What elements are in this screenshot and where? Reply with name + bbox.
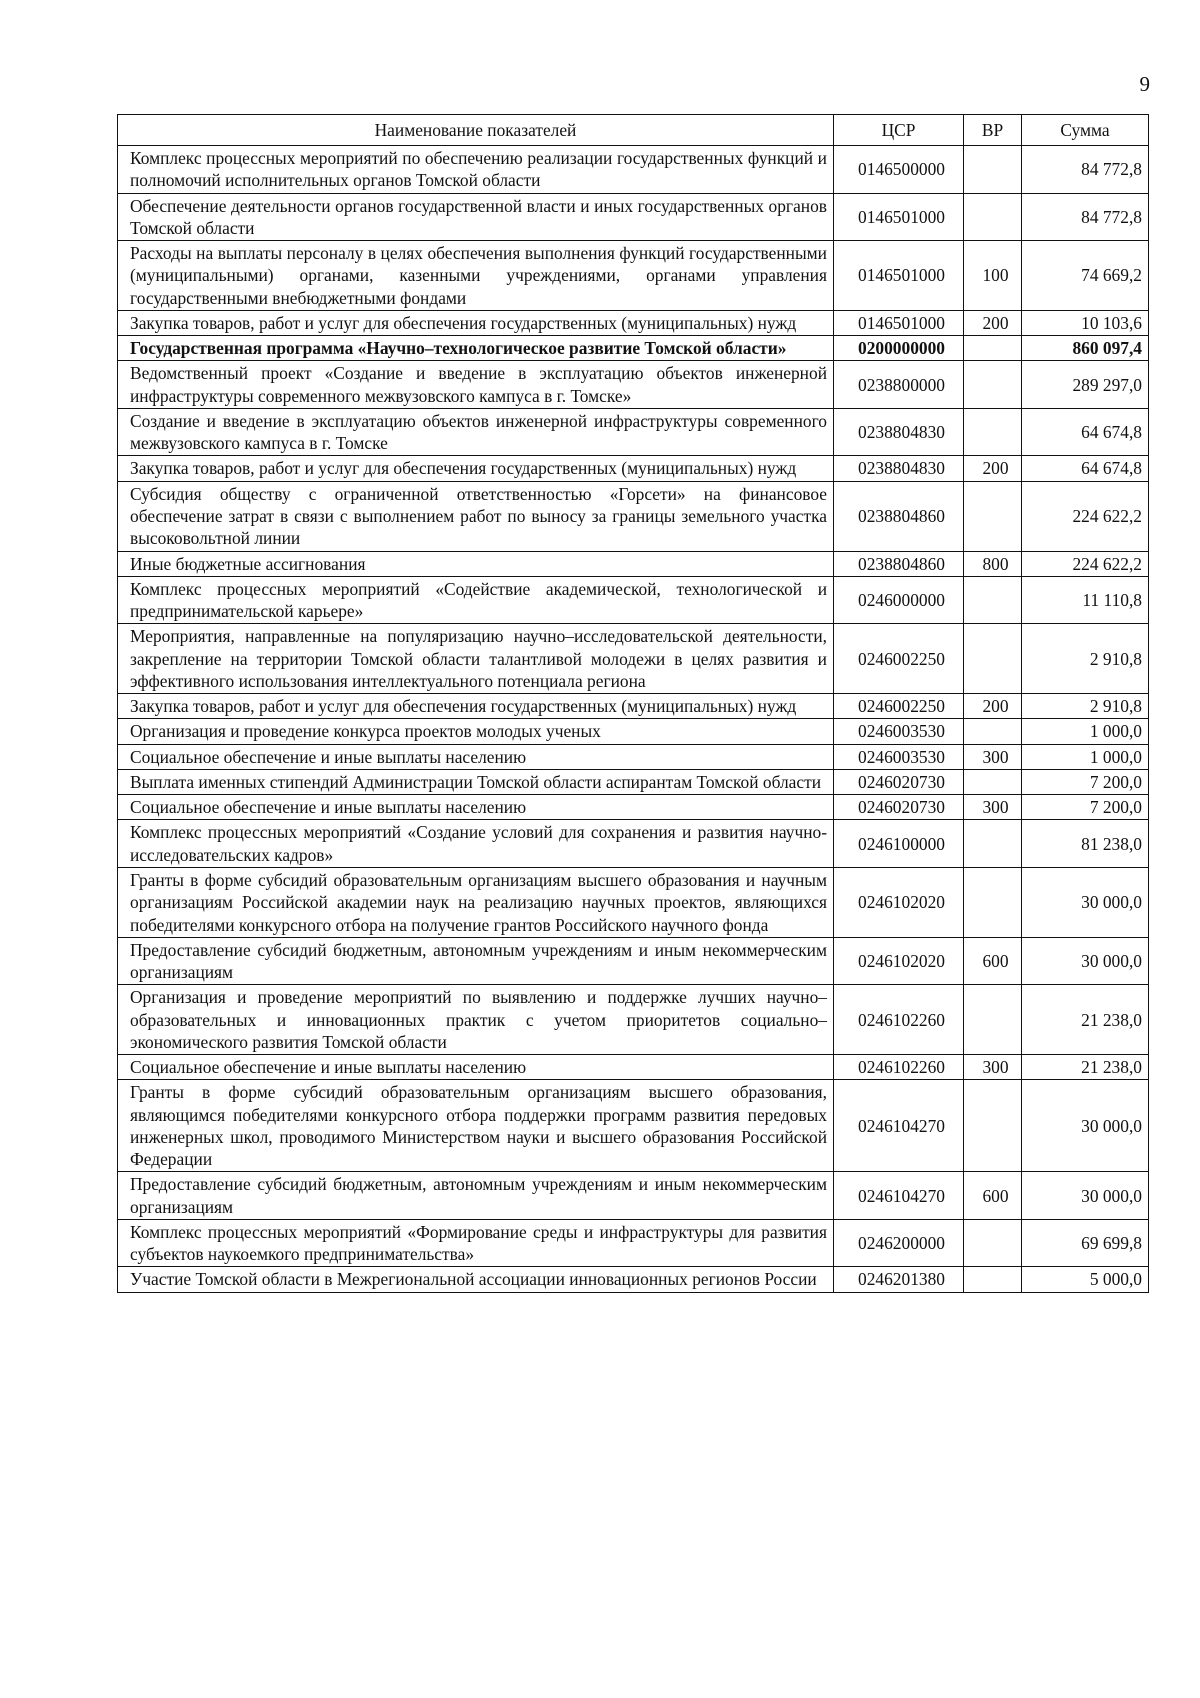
table-row bbox=[118, 310, 1149, 335]
table-row bbox=[118, 694, 1149, 719]
row-name-cell: Социальное обеспечение и иные выплаты населению bbox=[118, 744, 834, 769]
row-csr-cell: 0238800000 bbox=[834, 361, 964, 409]
row-sum-cell: 64 674,8 bbox=[1022, 408, 1149, 456]
row-vr-cell bbox=[964, 361, 1022, 409]
row-name-cell: Расходы на выплаты персоналу в целях обеспечения выполнения функций государственными (муниципальными) органами, казенными учреждениями, органами управления государственными внебюджетными фондами bbox=[118, 241, 834, 311]
row-sum-cell: 84 772,8 bbox=[1022, 146, 1149, 194]
table-row bbox=[118, 769, 1149, 794]
row-vr-cell: 300 bbox=[964, 1055, 1022, 1080]
row-sum-cell: 30 000,0 bbox=[1022, 1080, 1149, 1172]
row-csr-cell: 0246020730 bbox=[834, 769, 964, 794]
row-sum-cell: 30 000,0 bbox=[1022, 867, 1149, 937]
row-vr-cell bbox=[964, 985, 1022, 1055]
row-name-cell: Комплекс процессных мероприятий «Содействие академической, технологической и предпринимательской карьере» bbox=[118, 576, 834, 624]
row-vr-cell: 600 bbox=[964, 937, 1022, 985]
table-row bbox=[118, 624, 1149, 694]
table-row bbox=[118, 1267, 1149, 1292]
row-vr-cell bbox=[964, 408, 1022, 456]
table-row bbox=[118, 361, 1149, 409]
row-vr-cell bbox=[964, 769, 1022, 794]
table-row bbox=[118, 985, 1149, 1055]
row-csr-cell: 0200000000 bbox=[834, 336, 964, 361]
row-sum-cell: 2 910,8 bbox=[1022, 694, 1149, 719]
table-row bbox=[118, 1172, 1149, 1220]
row-sum-cell: 10 103,6 bbox=[1022, 310, 1149, 335]
row-sum-cell: 84 772,8 bbox=[1022, 193, 1149, 241]
row-sum-cell: 2 910,8 bbox=[1022, 624, 1149, 694]
row-vr-cell bbox=[964, 820, 1022, 868]
row-csr-cell: 0246002250 bbox=[834, 624, 964, 694]
row-name-cell: Субсидия обществу с ограниченной ответственностью «Горсети» на финансовое обеспечение затрат в связи с выполнением работ по выносу за границы земельного участка высоковольтной линии bbox=[118, 481, 834, 551]
row-name-cell: Создание и введение в эксплуатацию объектов инженерной инфраструктуры современного межвузовского кампуса в г. Томске bbox=[118, 408, 834, 456]
row-vr-cell: 200 bbox=[964, 694, 1022, 719]
row-sum-cell: 21 238,0 bbox=[1022, 1055, 1149, 1080]
row-vr-cell bbox=[964, 1267, 1022, 1292]
header-name: Наименование показателей bbox=[118, 115, 834, 146]
row-csr-cell: 0246002250 bbox=[834, 694, 964, 719]
row-sum-cell: 5 000,0 bbox=[1022, 1267, 1149, 1292]
row-vr-cell: 300 bbox=[964, 795, 1022, 820]
header-vr: ВР bbox=[964, 115, 1022, 146]
table-row bbox=[118, 1219, 1149, 1267]
row-csr-cell: 0246020730 bbox=[834, 795, 964, 820]
table-body bbox=[118, 146, 1149, 1293]
table-row bbox=[118, 937, 1149, 985]
table-row bbox=[118, 336, 1149, 361]
table-row bbox=[118, 719, 1149, 744]
row-name-cell: Государственная программа «Научно–технологическое развитие Томской области» bbox=[118, 336, 834, 361]
table-row bbox=[118, 241, 1149, 311]
row-name-cell: Гранты в форме субсидий образовательным организациям высшего образования и научным организациям Российской академии наук на реализацию научных проектов, являющихся победителями конкурсного отбора на получение грантов Российского научного фонда bbox=[118, 867, 834, 937]
row-csr-cell: 0246102020 bbox=[834, 937, 964, 985]
row-name-cell: Гранты в форме субсидий образовательным организациям высшего образования, являющимся победителями конкурсного отбора поддержки программ развития передовых инженерных школ, проводимого Министерством науки и высшего образования Российской Федерации bbox=[118, 1080, 834, 1172]
header-sum: Сумма bbox=[1022, 115, 1149, 146]
row-vr-cell bbox=[964, 193, 1022, 241]
row-vr-cell: 800 bbox=[964, 551, 1022, 576]
row-csr-cell: 0246000000 bbox=[834, 576, 964, 624]
table-row bbox=[118, 795, 1149, 820]
table-row bbox=[118, 576, 1149, 624]
row-sum-cell: 64 674,8 bbox=[1022, 456, 1149, 481]
table-row bbox=[118, 193, 1149, 241]
row-vr-cell bbox=[964, 867, 1022, 937]
row-vr-cell: 300 bbox=[964, 744, 1022, 769]
row-name-cell: Иные бюджетные ассигнования bbox=[118, 551, 834, 576]
row-sum-cell: 1 000,0 bbox=[1022, 744, 1149, 769]
row-name-cell: Организация и проведение конкурса проектов молодых ученых bbox=[118, 719, 834, 744]
row-vr-cell bbox=[964, 146, 1022, 194]
row-csr-cell: 0146501000 bbox=[834, 193, 964, 241]
row-csr-cell: 0146501000 bbox=[834, 310, 964, 335]
row-csr-cell: 0246003530 bbox=[834, 744, 964, 769]
row-sum-cell: 74 669,2 bbox=[1022, 241, 1149, 311]
row-sum-cell: 21 238,0 bbox=[1022, 985, 1149, 1055]
row-name-cell: Ведомственный проект «Создание и введение в эксплуатацию объектов инженерной инфраструктуры современного межвузовского кампуса в г. Томске» bbox=[118, 361, 834, 409]
row-csr-cell: 0246102020 bbox=[834, 867, 964, 937]
row-name-cell: Предоставление субсидий бюджетным, автономным учреждениям и иным некоммерческим организациям bbox=[118, 937, 834, 985]
row-sum-cell: 11 110,8 bbox=[1022, 576, 1149, 624]
row-vr-cell bbox=[964, 336, 1022, 361]
row-vr-cell bbox=[964, 481, 1022, 551]
row-name-cell: Комплекс процессных мероприятий «Формирование среды и инфраструктуры для развития субъектов наукоемкого предпринимательства» bbox=[118, 1219, 834, 1267]
table-row bbox=[118, 867, 1149, 937]
row-name-cell: Социальное обеспечение и иные выплаты населению bbox=[118, 1055, 834, 1080]
row-sum-cell: 224 622,2 bbox=[1022, 551, 1149, 576]
row-sum-cell: 7 200,0 bbox=[1022, 795, 1149, 820]
row-name-cell: Закупка товаров, работ и услуг для обеспечения государственных (муниципальных) нужд bbox=[118, 310, 834, 335]
table-row bbox=[118, 456, 1149, 481]
row-vr-cell bbox=[964, 624, 1022, 694]
row-name-cell: Организация и проведение мероприятий по выявлению и поддержке лучших научно–образовательных и инновационных практик с учетом приоритетов социально–экономического развития Томской области bbox=[118, 985, 834, 1055]
table-row bbox=[118, 551, 1149, 576]
row-csr-cell: 0246200000 bbox=[834, 1219, 964, 1267]
row-vr-cell bbox=[964, 1080, 1022, 1172]
row-name-cell: Социальное обеспечение и иные выплаты населению bbox=[118, 795, 834, 820]
row-csr-cell: 0246102260 bbox=[834, 985, 964, 1055]
row-csr-cell: 0238804830 bbox=[834, 456, 964, 481]
table-row bbox=[118, 744, 1149, 769]
row-csr-cell: 0246104270 bbox=[834, 1080, 964, 1172]
table-row bbox=[118, 1080, 1149, 1172]
header-csr: ЦСР bbox=[834, 115, 964, 146]
row-name-cell: Предоставление субсидий бюджетным, автономным учреждениям и иным некоммерческим организациям bbox=[118, 1172, 834, 1220]
row-csr-cell: 0146501000 bbox=[834, 241, 964, 311]
row-sum-cell: 860 097,4 bbox=[1022, 336, 1149, 361]
row-sum-cell: 289 297,0 bbox=[1022, 361, 1149, 409]
row-sum-cell: 1 000,0 bbox=[1022, 719, 1149, 744]
table-row bbox=[118, 146, 1149, 194]
row-vr-cell: 200 bbox=[964, 456, 1022, 481]
row-name-cell: Комплекс процессных мероприятий по обеспечению реализации государственных функций и полномочий исполнительных органов Томской области bbox=[118, 146, 834, 194]
row-name-cell: Обеспечение деятельности органов государственной власти и иных государственных органов Томской области bbox=[118, 193, 834, 241]
row-csr-cell: 0246003530 bbox=[834, 719, 964, 744]
row-csr-cell: 0238804860 bbox=[834, 481, 964, 551]
row-vr-cell: 600 bbox=[964, 1172, 1022, 1220]
table-row bbox=[118, 1055, 1149, 1080]
row-sum-cell: 7 200,0 bbox=[1022, 769, 1149, 794]
row-name-cell: Участие Томской области в Межрегиональной ассоциации инновационных регионов России bbox=[118, 1267, 834, 1292]
row-sum-cell: 81 238,0 bbox=[1022, 820, 1149, 868]
table-row bbox=[118, 408, 1149, 456]
row-name-cell: Выплата именных стипендий Администрации Томской области аспирантам Томской области bbox=[118, 769, 834, 794]
row-sum-cell: 30 000,0 bbox=[1022, 937, 1149, 985]
row-csr-cell: 0238804860 bbox=[834, 551, 964, 576]
row-csr-cell: 0246201380 bbox=[834, 1267, 964, 1292]
table-row bbox=[118, 820, 1149, 868]
row-csr-cell: 0246104270 bbox=[834, 1172, 964, 1220]
table-row bbox=[118, 481, 1149, 551]
row-csr-cell: 0146500000 bbox=[834, 146, 964, 194]
budget-table bbox=[117, 114, 1149, 1293]
row-sum-cell: 224 622,2 bbox=[1022, 481, 1149, 551]
row-name-cell: Закупка товаров, работ и услуг для обеспечения государственных (муниципальных) нужд bbox=[118, 456, 834, 481]
row-csr-cell: 0246102260 bbox=[834, 1055, 964, 1080]
row-name-cell: Мероприятия, направленные на популяризацию научно–исследовательской деятельности, закрепление на территории Томской области талантливой молодежи в целях развития и эффективного использования интеллектуального потенциала региона bbox=[118, 624, 834, 694]
row-vr-cell: 200 bbox=[964, 310, 1022, 335]
row-vr-cell bbox=[964, 719, 1022, 744]
row-name-cell: Комплекс процессных мероприятий «Создание условий для сохранения и развития научно-исследовательских кадров» bbox=[118, 820, 834, 868]
row-vr-cell bbox=[964, 576, 1022, 624]
page-number: 9 bbox=[1139, 72, 1150, 96]
row-sum-cell: 69 699,8 bbox=[1022, 1219, 1149, 1267]
row-vr-cell bbox=[964, 1219, 1022, 1267]
row-sum-cell: 30 000,0 bbox=[1022, 1172, 1149, 1220]
row-name-cell: Закупка товаров, работ и услуг для обеспечения государственных (муниципальных) нужд bbox=[118, 694, 834, 719]
row-vr-cell: 100 bbox=[964, 241, 1022, 311]
row-csr-cell: 0238804830 bbox=[834, 408, 964, 456]
row-csr-cell: 0246100000 bbox=[834, 820, 964, 868]
table-header-row bbox=[118, 115, 1149, 146]
